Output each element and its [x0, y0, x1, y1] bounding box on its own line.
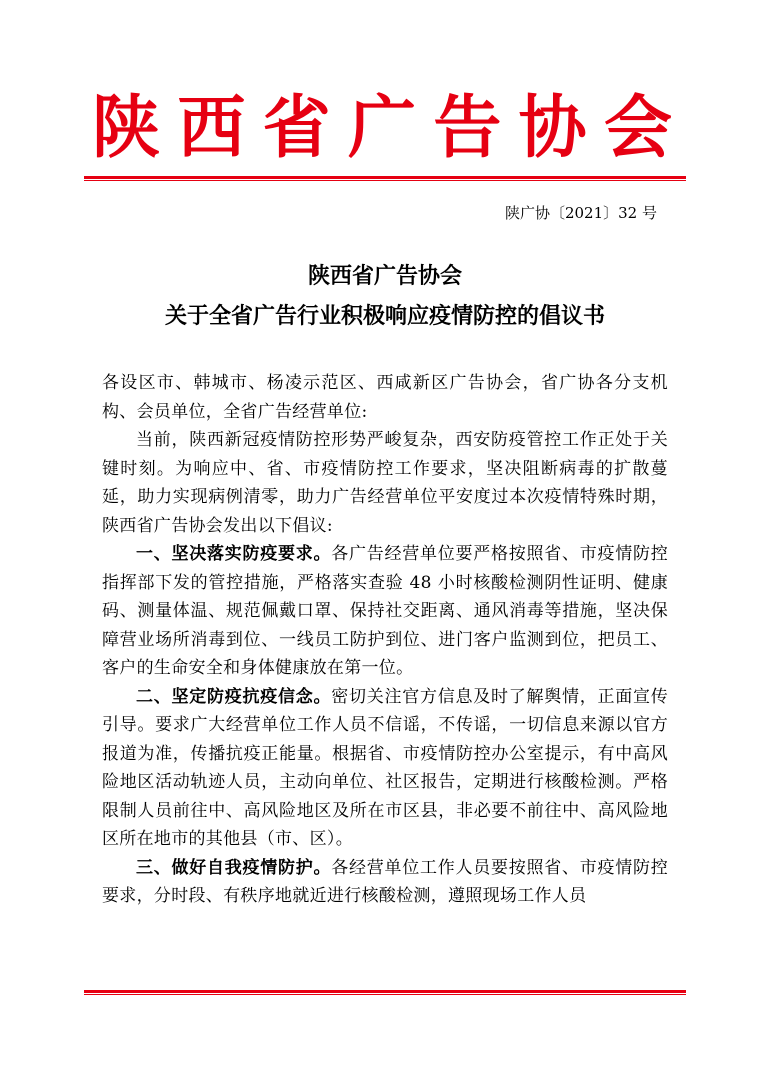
masthead-char: 广: [347, 89, 416, 168]
salutation: 各设区市、韩城市、杨凌示范区、西咸新区广告协会，省广协各分支机构、会员单位，全省广告经营单位:: [102, 373, 668, 422]
masthead-char: 陕: [92, 89, 161, 168]
proposal-item-3: [102, 854, 668, 911]
document-title-line-2: 关于全省广告行业积极响应疫情防控的倡议书: [164, 304, 605, 329]
proposal-item-1: [102, 540, 668, 683]
masthead-char: 省: [262, 89, 331, 168]
proposal-item-1-text: 各广告经营单位要严格按照省、市疫情防控指挥部下发的管控措施，严格落实查验 48 小时核酸检测阴性证明、健康码、测量体温、规范佩戴口罩、保持社交距离、通风消毒等措施，坚决保障营业场所消毒到位、一线员工防护到位、进门客户监测到位，把员工、客户的生命安全和身体健康放在第一位。: [102, 544, 668, 678]
masthead-char: 西: [177, 89, 246, 168]
masthead-title: [92, 86, 672, 172]
top-red-divider-thin: [84, 180, 686, 181]
proposal-item-1-heading: 一、坚决落实防疫要求。: [136, 544, 332, 564]
document-number: 陕广协〔2021〕32 号: [504, 204, 657, 222]
top-red-divider: [84, 176, 686, 181]
masthead-char: 协: [518, 89, 587, 168]
proposal-item-2: [102, 683, 668, 854]
proposal-item-3-heading: 三、做好自我疫情防护。: [136, 857, 332, 878]
document-body: [102, 369, 668, 911]
intro-paragraph: 当前，陕西新冠疫情防控形势严峻复杂，西安防疫管控工作正处于关键时刻。为响应中、省、市疫情防控工作要求，坚决阻断病毒的扩散蔓延，助力实现病例清零，助力广告经营单位平安度过本次疫情特殊时期，陕西省广告协会发出以下倡议:: [102, 430, 668, 536]
document-title-line-1: 陕西省广告协会: [307, 264, 462, 289]
bottom-red-divider-thin: [84, 994, 686, 995]
masthead-char: 告: [433, 89, 502, 168]
proposal-item-3-text: 各经营单位工作人员要按照省、市疫情防控要求，分时段、有秩序地就近进行核酸检测，遵照现场工作人员: [102, 857, 668, 906]
masthead-char: 会: [603, 89, 672, 168]
bottom-red-divider-thick: [84, 990, 686, 993]
proposal-item-2-heading: 二、坚定防疫抗疫信念。: [136, 686, 332, 707]
top-red-divider-thick: [84, 176, 686, 179]
proposal-item-2-text: 密切关注官方信息及时了解舆情，正面宣传引导。要求广大经营单位工作人员不信谣，不传谣，一切信息来源以官方报道为准，传播抗疫正能量。根据省、市疫情防控办公室提示，有中高风险地区活动轨迹人员，主动向单位、社区报告，定期进行核酸检测。严格限制人员前往中、高风险地区及所在市区县，非必要不前往中、高风险地区所在地市的其他县（市、区）。: [102, 686, 668, 849]
bottom-red-divider: [84, 990, 686, 995]
